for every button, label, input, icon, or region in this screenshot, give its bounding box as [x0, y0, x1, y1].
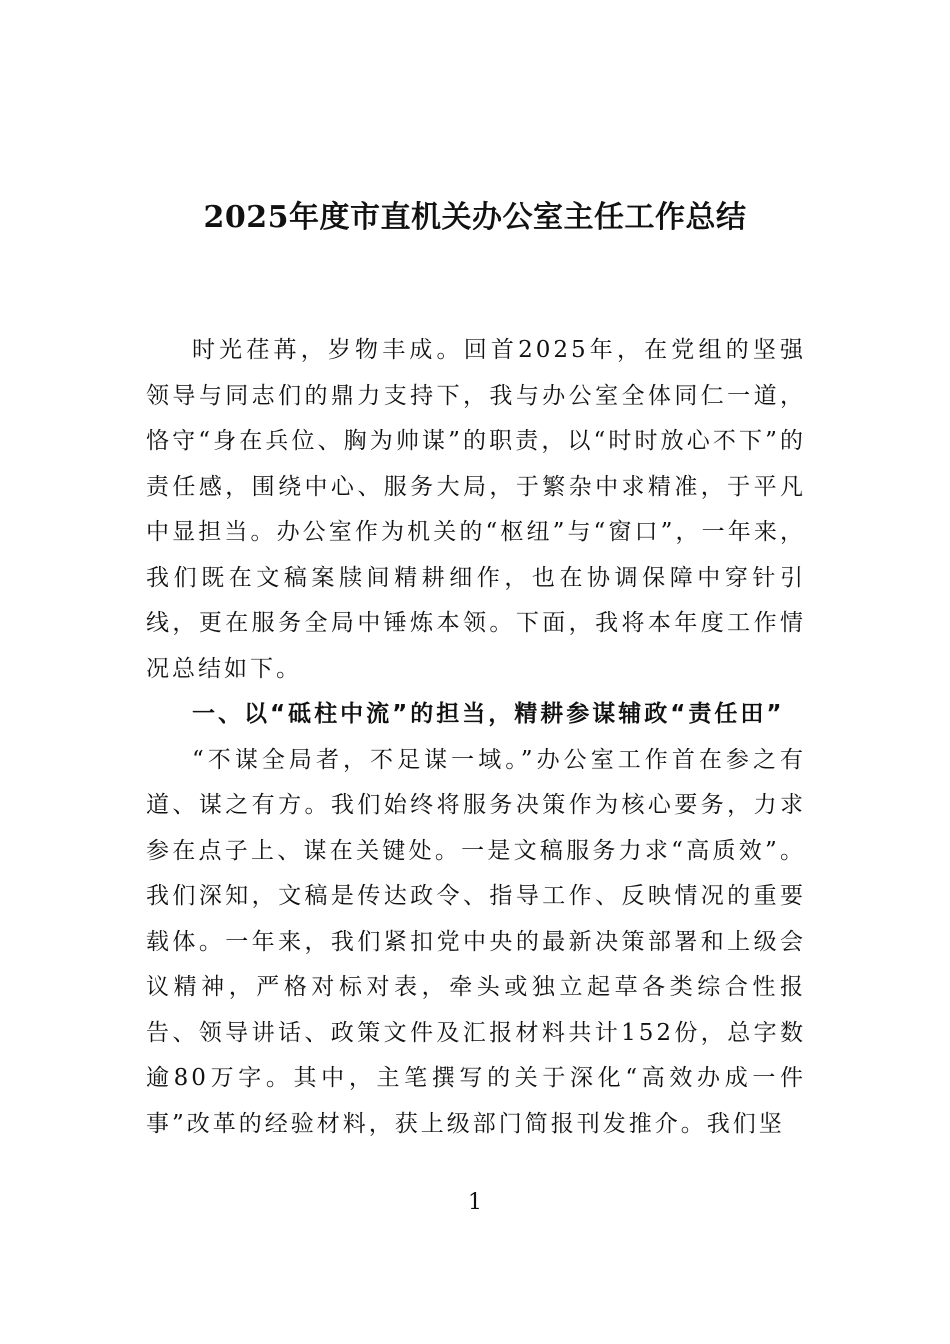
section-paragraph: “不谋全局者，不足谋一域。”办公室工作首在参之有道、谋之有方。我们始终将服务决策作为核心要务，力求参在点子上、谋在关键处。一是文稿服务力求“高质效”。我们深知，文稿是传达政令、指导工作、反映情况的重要载体。一年来，我们紧扣党中央的最新决策部署和上级会议精神，严格对标对表，牵头或独立起草各类综合性报告、领导讲话、政策文件及汇报材料共计152份，总字数逾80万字。其中，主笔撰写的关于深化“高效办成一件事”改革的经验材料，获上级部门简报刊发推介。我们坚	[146, 746, 806, 1137]
document-title: 2025年度市直机关办公室主任工作总结	[203, 200, 747, 235]
section-heading: 一、以“砥柱中流”的担当，精耕参谋辅政“责任田”	[192, 701, 785, 727]
document-body	[146, 328, 806, 1147]
page-number: 1	[468, 1190, 482, 1215]
intro-paragraph: 时光荏苒，岁物丰成。回首2025年，在党组的坚强领导与同志们的鼎力支持下，我与办公室全体同仁一道，恪守“身在兵位、胸为帅谋”的职责，以“时时放心不下”的责任感，围绕中心、服务大局，于繁杂中求精准，于平凡中显担当。办公室作为机关的“枢纽”与“窗口”，一年来，我们既在文稿案牍间精耕细作，也在协调保障中穿针引线，更在服务全局中锤炼本领。下面，我将本年度工作情况总结如下。	[146, 337, 806, 682]
